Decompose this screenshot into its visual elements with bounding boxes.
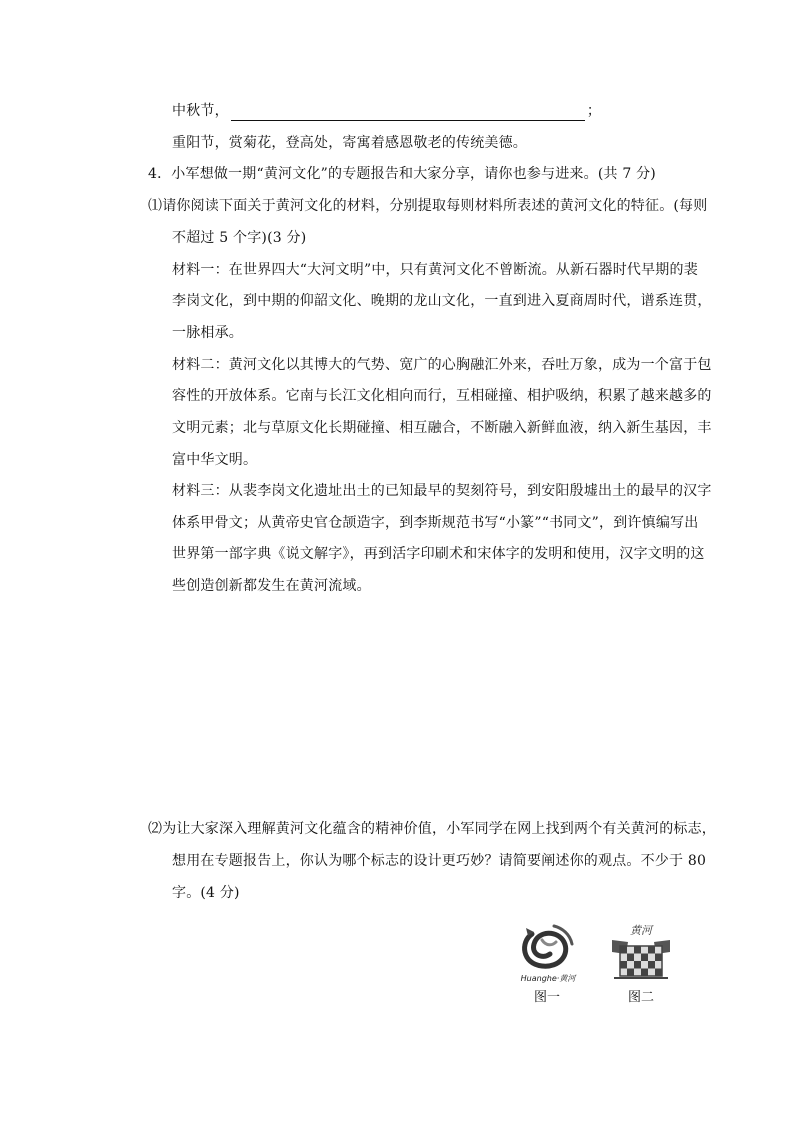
- material-3-line-1: 材料三：从裴李岗文化遗址出土的已知最早的契刻符号，到安阳殷墟出土的最早的汉字: [172, 483, 712, 499]
- material-1-line-2: 李岗文化，到中期的仰韶文化、晚期的龙山文化，一直到进入夏商周时代，谱系连贯，: [172, 293, 712, 309]
- material-1-line-3: 一脉相承。: [172, 325, 243, 341]
- figure-1-caption: 图一: [534, 990, 561, 1005]
- figure-1-logo-text: Huanghe·黄河: [520, 974, 576, 983]
- figure-2-caption: 图二: [628, 990, 655, 1005]
- figure-1-logo: [512, 920, 584, 984]
- question-4-2-line-3: 字。(4 分): [172, 885, 240, 901]
- huanghe-checkered-logo-icon: [606, 920, 676, 984]
- question-4-2-line-2: 想用在专题报告上，你认为哪个标志的设计更巧妙？请简要阐述你的观点。不少于 80: [172, 853, 707, 869]
- question-4-1-line-1: ⑴请你阅读下面关于黄河文化的材料，分别提取每则材料所表述的黄河文化的特征。(每则: [148, 198, 708, 214]
- question-4-title: 4．小军想做一期“黄河文化”的专题报告和大家分享，请你也参与进来。(共 7 分): [148, 166, 656, 182]
- mid-autumn-suffix: ；: [586, 103, 602, 119]
- material-3-line-4: 些创造创新都发生在黄河流域。: [172, 578, 371, 594]
- material-3-line-2: 体系甲骨文；从黄帝史官仓颉造字，到李斯规范书写“小篆”“书同文”，到许慎编写出: [172, 515, 699, 531]
- question-4-2-line-1: ⑵为让大家深入理解黄河文化蕴含的精神价值，小军同学在网上找到两个有关黄河的标志，: [148, 821, 716, 837]
- double-ninth-line: 重阳节，赏菊花，登高处，寄寓着感恩敬老的传统美德。: [172, 135, 527, 151]
- answer-blank[interactable]: [231, 104, 585, 121]
- material-1-line-1: 材料一：在世界四大“大河文明”中，只有黄河文化不曾断流。从新石器时代早期的裴: [172, 262, 698, 278]
- material-3-line-3: 世界第一部字典《说文解字》，再到活字印刷术和宋体字的发明和使用，汉字文明的这: [172, 546, 705, 562]
- question-4-1-line-2: 不超过 5 个字)(3 分): [172, 230, 307, 246]
- material-2-line-1: 材料二：黄河文化以其博大的气势、宽广的心胸融汇外来，吞吐万象，成为一个富于包: [172, 357, 712, 373]
- material-2-line-2: 容性的开放体系。它南与长江文化相向而行，互相碰撞、相护吸纳，积累了越来越多的: [172, 388, 712, 404]
- figure-2-logo-text: 黄河: [630, 924, 652, 937]
- huanghe-swirl-logo-icon: [512, 920, 584, 984]
- material-2-line-4: 富中华文明。: [172, 452, 258, 468]
- mid-autumn-prefix: 中秋节，: [172, 103, 229, 119]
- material-2-line-3: 文明元素；北与草原文化长期碰撞、相互融合，不断融入新鲜血液，纳入新生基因，丰: [172, 420, 712, 436]
- figure-2-logo: [606, 920, 676, 984]
- mid-autumn-line: [172, 101, 601, 121]
